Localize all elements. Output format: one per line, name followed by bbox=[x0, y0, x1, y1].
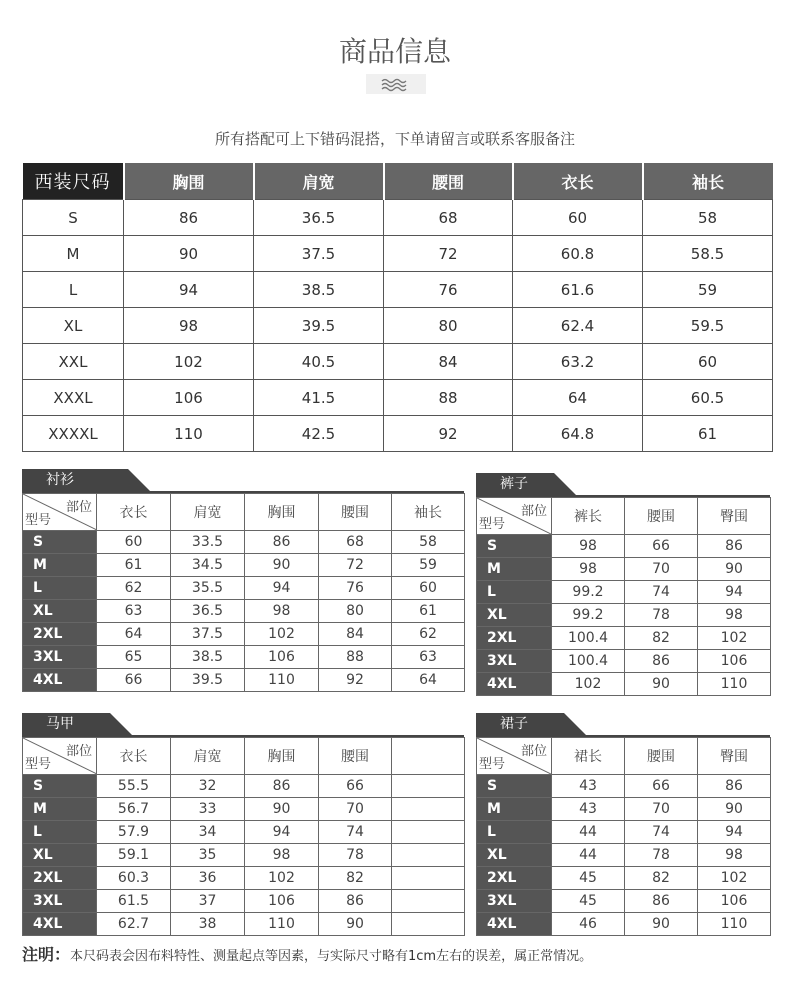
table-cell: 70 bbox=[319, 798, 392, 821]
table-row bbox=[23, 867, 465, 890]
table-cell: 63.2 bbox=[513, 344, 643, 380]
table-cell: 72 bbox=[384, 236, 513, 272]
column-header: 胸围 bbox=[245, 494, 319, 531]
table-cell: 62 bbox=[392, 623, 465, 646]
table-cell: 90 bbox=[319, 913, 392, 936]
table-cell: 106 bbox=[124, 380, 254, 416]
table-cell: 110 bbox=[245, 913, 319, 936]
table-cell: 82 bbox=[625, 627, 698, 650]
size-cell: S bbox=[477, 775, 552, 798]
size-cell: 3XL bbox=[23, 890, 97, 913]
table-row bbox=[477, 821, 771, 844]
table-row bbox=[477, 604, 771, 627]
pants-tab bbox=[476, 473, 554, 495]
table-cell: 106 bbox=[245, 646, 319, 669]
table-cell: 94 bbox=[698, 581, 771, 604]
table-cell: 88 bbox=[384, 380, 513, 416]
corner-cell bbox=[477, 498, 552, 535]
table-cell: 37.5 bbox=[171, 623, 245, 646]
table-cell: 37.5 bbox=[254, 236, 384, 272]
table-cell: 61.5 bbox=[97, 890, 171, 913]
table-cell: 98 bbox=[245, 600, 319, 623]
table-cell: 33 bbox=[171, 798, 245, 821]
table-cell: 36 bbox=[171, 867, 245, 890]
size-cell: XL bbox=[23, 308, 124, 344]
header-row bbox=[23, 494, 465, 531]
table-cell: 98 bbox=[124, 308, 254, 344]
column-header: 胸围 bbox=[245, 738, 319, 775]
table-row bbox=[23, 821, 465, 844]
wave-icon bbox=[366, 74, 426, 94]
table-cell: 64.8 bbox=[513, 416, 643, 452]
suit-header-chest: 胸围 bbox=[124, 163, 254, 200]
table-cell: 106 bbox=[245, 890, 319, 913]
table-cell: 39.5 bbox=[254, 308, 384, 344]
table-row bbox=[23, 200, 773, 236]
table-cell: 86 bbox=[245, 531, 319, 554]
table-cell: 66 bbox=[625, 535, 698, 558]
table-cell: 66 bbox=[625, 775, 698, 798]
shirt-size-table bbox=[22, 493, 465, 692]
table-cell: 94 bbox=[698, 821, 771, 844]
table-cell: 40.5 bbox=[254, 344, 384, 380]
table-cell: 102 bbox=[245, 623, 319, 646]
table-row bbox=[23, 554, 465, 577]
size-cell: S bbox=[23, 531, 97, 554]
table-cell: 39.5 bbox=[171, 669, 245, 692]
table-cell: 61 bbox=[643, 416, 773, 452]
table-cell: 61 bbox=[392, 600, 465, 623]
table-cell: 63 bbox=[97, 600, 171, 623]
table-row bbox=[23, 913, 465, 936]
table-cell: 110 bbox=[124, 416, 254, 452]
corner-bottom-label: 型号 bbox=[479, 757, 506, 772]
table-cell: 90 bbox=[698, 558, 771, 581]
column-header: 衣长 bbox=[97, 738, 171, 775]
table-cell: 90 bbox=[124, 236, 254, 272]
table-row bbox=[23, 600, 465, 623]
size-cell: XL bbox=[477, 604, 552, 627]
column-header: 肩宽 bbox=[171, 738, 245, 775]
table-cell: 59 bbox=[392, 554, 465, 577]
table-row bbox=[23, 798, 465, 821]
table-cell: 86 bbox=[698, 535, 771, 558]
size-cell: M bbox=[23, 554, 97, 577]
table-cell: 43 bbox=[552, 798, 625, 821]
table-cell: 60 bbox=[97, 531, 171, 554]
table-cell: 56.7 bbox=[97, 798, 171, 821]
size-cell: 4XL bbox=[477, 913, 552, 936]
table-cell: 62.7 bbox=[97, 913, 171, 936]
size-cell: L bbox=[477, 821, 552, 844]
table-cell: 98 bbox=[552, 558, 625, 581]
note-label: 注明： bbox=[22, 945, 71, 964]
skirt-tab-label: 裙子 bbox=[500, 716, 528, 732]
table-cell: 37 bbox=[171, 890, 245, 913]
shirt-tab bbox=[22, 469, 128, 491]
table-cell: 110 bbox=[245, 669, 319, 692]
table-cell: 36.5 bbox=[171, 600, 245, 623]
table-cell: 60 bbox=[513, 200, 643, 236]
size-cell: XXXL bbox=[23, 380, 124, 416]
table-row bbox=[477, 913, 771, 936]
corner-bottom-label: 型号 bbox=[25, 757, 52, 772]
table-cell: 60 bbox=[643, 344, 773, 380]
table-row bbox=[23, 236, 773, 272]
table-cell: 86 bbox=[625, 890, 698, 913]
size-cell: 4XL bbox=[477, 673, 552, 696]
page-subtitle: 所有搭配可上下错码混搭，下单请留言或联系客服备注 bbox=[214, 130, 575, 148]
column-header: 腰围 bbox=[319, 494, 392, 531]
column-header: 腰围 bbox=[625, 498, 698, 535]
corner-bottom-label: 型号 bbox=[25, 513, 52, 528]
table-cell: 74 bbox=[625, 821, 698, 844]
size-cell: M bbox=[477, 798, 552, 821]
suit-header-shoulder: 肩宽 bbox=[254, 163, 384, 200]
table-cell: 60 bbox=[392, 577, 465, 600]
table-cell bbox=[392, 867, 465, 890]
pants-size-table bbox=[476, 497, 771, 696]
table-cell: 58.5 bbox=[643, 236, 773, 272]
table-cell: 102 bbox=[698, 867, 771, 890]
table-row bbox=[477, 650, 771, 673]
table-row bbox=[23, 344, 773, 380]
table-cell: 102 bbox=[698, 627, 771, 650]
header-row bbox=[477, 498, 771, 535]
table-cell: 57.9 bbox=[97, 821, 171, 844]
header-row bbox=[23, 738, 465, 775]
table-cell: 94 bbox=[124, 272, 254, 308]
size-cell: S bbox=[477, 535, 552, 558]
column-header: 肩宽 bbox=[171, 494, 245, 531]
table-cell: 35 bbox=[171, 844, 245, 867]
table-cell: 94 bbox=[245, 577, 319, 600]
table-cell: 45 bbox=[552, 867, 625, 890]
size-cell: XL bbox=[23, 600, 97, 623]
table-cell: 90 bbox=[245, 554, 319, 577]
table-row bbox=[23, 308, 773, 344]
table-cell: 32 bbox=[171, 775, 245, 798]
table-cell: 72 bbox=[319, 554, 392, 577]
pants-tab-label: 裤子 bbox=[500, 476, 528, 492]
corner-top-label: 部位 bbox=[520, 504, 547, 519]
column-header: 裙长 bbox=[552, 738, 625, 775]
size-cell: 3XL bbox=[477, 650, 552, 673]
table-cell: 59.5 bbox=[643, 308, 773, 344]
table-row bbox=[477, 673, 771, 696]
table-row bbox=[23, 646, 465, 669]
table-row bbox=[477, 890, 771, 913]
column-header: 腰围 bbox=[319, 738, 392, 775]
table-cell: 45 bbox=[552, 890, 625, 913]
table-row bbox=[477, 581, 771, 604]
size-cell: L bbox=[23, 272, 124, 308]
table-cell: 92 bbox=[319, 669, 392, 692]
table-cell: 102 bbox=[124, 344, 254, 380]
table-cell: 84 bbox=[319, 623, 392, 646]
table-cell: 66 bbox=[319, 775, 392, 798]
skirt-tab bbox=[476, 713, 564, 735]
table-cell: 59.1 bbox=[97, 844, 171, 867]
table-row bbox=[477, 558, 771, 581]
shirt-tab-label: 衬衫 bbox=[46, 472, 74, 488]
table-row bbox=[23, 844, 465, 867]
header-row bbox=[477, 738, 771, 775]
table-row bbox=[477, 627, 771, 650]
size-cell: 2XL bbox=[477, 867, 552, 890]
size-cell: 2XL bbox=[23, 623, 97, 646]
table-cell: 38.5 bbox=[254, 272, 384, 308]
table-row bbox=[477, 798, 771, 821]
size-cell: 2XL bbox=[477, 627, 552, 650]
column-header: 臀围 bbox=[698, 738, 771, 775]
column-header: 腰围 bbox=[625, 738, 698, 775]
table-row bbox=[477, 535, 771, 558]
table-cell: 63 bbox=[392, 646, 465, 669]
table-cell: 64 bbox=[513, 380, 643, 416]
table-cell: 60.3 bbox=[97, 867, 171, 890]
table-cell: 88 bbox=[319, 646, 392, 669]
table-cell: 78 bbox=[625, 844, 698, 867]
table-cell: 70 bbox=[625, 558, 698, 581]
table-cell: 44 bbox=[552, 821, 625, 844]
column-header: 衣长 bbox=[97, 494, 171, 531]
table-cell: 90 bbox=[698, 798, 771, 821]
size-cell: 4XL bbox=[23, 669, 97, 692]
table-row bbox=[23, 577, 465, 600]
table-cell bbox=[392, 775, 465, 798]
suit-header-waist: 腰围 bbox=[384, 163, 513, 200]
table-cell: 82 bbox=[625, 867, 698, 890]
table-cell: 110 bbox=[698, 673, 771, 696]
table-cell: 34 bbox=[171, 821, 245, 844]
table-cell: 74 bbox=[319, 821, 392, 844]
table-cell: 90 bbox=[625, 913, 698, 936]
table-cell bbox=[392, 913, 465, 936]
skirt-size-table bbox=[476, 737, 771, 936]
table-row bbox=[23, 669, 465, 692]
vest-tab-label: 马甲 bbox=[46, 716, 74, 732]
table-cell: 86 bbox=[698, 775, 771, 798]
table-row bbox=[477, 867, 771, 890]
suit-header-length: 衣长 bbox=[513, 163, 643, 200]
table-cell: 65 bbox=[97, 646, 171, 669]
table-cell: 41.5 bbox=[254, 380, 384, 416]
table-cell: 68 bbox=[384, 200, 513, 236]
table-cell: 76 bbox=[319, 577, 392, 600]
size-cell: XXXXL bbox=[23, 416, 124, 452]
table-cell: 60.8 bbox=[513, 236, 643, 272]
size-cell: XXL bbox=[23, 344, 124, 380]
table-cell: 102 bbox=[245, 867, 319, 890]
table-cell: 90 bbox=[625, 673, 698, 696]
size-cell: XL bbox=[23, 844, 97, 867]
note-text: 本尺码表会因布料特性、测量起点等因素，与实际尺寸略有1cm左右的误差，属正常情况。 bbox=[70, 949, 593, 964]
vest-size-table bbox=[22, 737, 465, 936]
table-cell: 68 bbox=[319, 531, 392, 554]
table-cell: 36.5 bbox=[254, 200, 384, 236]
size-cell: S bbox=[23, 200, 124, 236]
corner-top-label: 部位 bbox=[65, 744, 92, 759]
suit-header-row bbox=[23, 163, 773, 200]
table-cell: 44 bbox=[552, 844, 625, 867]
corner-bottom-label: 型号 bbox=[479, 517, 506, 532]
column-header bbox=[392, 738, 465, 775]
table-row bbox=[23, 416, 773, 452]
size-note bbox=[22, 942, 592, 965]
column-header: 臀围 bbox=[698, 498, 771, 535]
page-title: 商品信息 bbox=[338, 35, 451, 68]
table-cell: 98 bbox=[552, 535, 625, 558]
table-cell: 55.5 bbox=[97, 775, 171, 798]
wave-decoration bbox=[366, 74, 426, 94]
table-cell: 38 bbox=[171, 913, 245, 936]
suit-header-sleeve: 袖长 bbox=[643, 163, 773, 200]
table-cell bbox=[392, 844, 465, 867]
table-cell: 100.4 bbox=[552, 650, 625, 673]
size-cell: 3XL bbox=[23, 646, 97, 669]
table-cell: 74 bbox=[625, 581, 698, 604]
table-cell: 86 bbox=[245, 775, 319, 798]
size-cell: 3XL bbox=[477, 890, 552, 913]
table-cell: 42.5 bbox=[254, 416, 384, 452]
corner-cell bbox=[477, 738, 552, 775]
table-cell: 62.4 bbox=[513, 308, 643, 344]
column-header: 裤长 bbox=[552, 498, 625, 535]
table-cell: 82 bbox=[319, 867, 392, 890]
table-cell: 60.5 bbox=[643, 380, 773, 416]
table-row bbox=[23, 623, 465, 646]
table-cell: 110 bbox=[698, 913, 771, 936]
size-cell: M bbox=[477, 558, 552, 581]
size-cell: L bbox=[477, 581, 552, 604]
corner-cell bbox=[23, 494, 97, 531]
size-cell: S bbox=[23, 775, 97, 798]
table-cell: 90 bbox=[245, 798, 319, 821]
size-cell: M bbox=[23, 236, 124, 272]
table-cell: 61.6 bbox=[513, 272, 643, 308]
table-cell: 80 bbox=[319, 600, 392, 623]
table-cell: 99.2 bbox=[552, 581, 625, 604]
size-cell: L bbox=[23, 821, 97, 844]
suit-size-table bbox=[22, 163, 773, 452]
table-cell: 94 bbox=[245, 821, 319, 844]
table-cell bbox=[392, 798, 465, 821]
table-cell: 62 bbox=[97, 577, 171, 600]
column-header: 袖长 bbox=[392, 494, 465, 531]
table-cell: 86 bbox=[124, 200, 254, 236]
table-cell bbox=[392, 821, 465, 844]
table-cell: 58 bbox=[643, 200, 773, 236]
table-cell: 98 bbox=[698, 844, 771, 867]
size-cell: 4XL bbox=[23, 913, 97, 936]
table-cell: 46 bbox=[552, 913, 625, 936]
size-cell: XL bbox=[477, 844, 552, 867]
table-cell: 84 bbox=[384, 344, 513, 380]
corner-top-label: 部位 bbox=[65, 500, 92, 515]
table-cell: 43 bbox=[552, 775, 625, 798]
table-cell: 66 bbox=[97, 669, 171, 692]
table-cell: 64 bbox=[97, 623, 171, 646]
corner-cell bbox=[23, 738, 97, 775]
table-cell: 98 bbox=[245, 844, 319, 867]
table-cell: 38.5 bbox=[171, 646, 245, 669]
table-cell: 78 bbox=[319, 844, 392, 867]
table-row bbox=[23, 531, 465, 554]
table-cell: 106 bbox=[698, 650, 771, 673]
size-cell: 2XL bbox=[23, 867, 97, 890]
table-row bbox=[23, 272, 773, 308]
table-cell: 58 bbox=[392, 531, 465, 554]
table-cell: 80 bbox=[384, 308, 513, 344]
table-cell: 98 bbox=[698, 604, 771, 627]
size-cell: M bbox=[23, 798, 97, 821]
table-row bbox=[23, 380, 773, 416]
suit-header-size: 西装尺码 bbox=[23, 163, 124, 200]
table-cell: 76 bbox=[384, 272, 513, 308]
table-cell: 70 bbox=[625, 798, 698, 821]
table-cell: 59 bbox=[643, 272, 773, 308]
table-cell: 33.5 bbox=[171, 531, 245, 554]
table-cell bbox=[392, 890, 465, 913]
table-row bbox=[23, 890, 465, 913]
size-cell: L bbox=[23, 577, 97, 600]
table-row bbox=[477, 775, 771, 798]
table-cell: 102 bbox=[552, 673, 625, 696]
table-cell: 78 bbox=[625, 604, 698, 627]
vest-tab bbox=[22, 713, 110, 735]
table-cell: 106 bbox=[698, 890, 771, 913]
table-cell: 86 bbox=[319, 890, 392, 913]
table-cell: 61 bbox=[97, 554, 171, 577]
table-cell: 92 bbox=[384, 416, 513, 452]
corner-top-label: 部位 bbox=[520, 744, 547, 759]
table-cell: 100.4 bbox=[552, 627, 625, 650]
table-cell: 99.2 bbox=[552, 604, 625, 627]
table-row bbox=[477, 844, 771, 867]
table-cell: 86 bbox=[625, 650, 698, 673]
table-cell: 64 bbox=[392, 669, 465, 692]
table-cell: 35.5 bbox=[171, 577, 245, 600]
table-cell: 34.5 bbox=[171, 554, 245, 577]
table-row bbox=[23, 775, 465, 798]
